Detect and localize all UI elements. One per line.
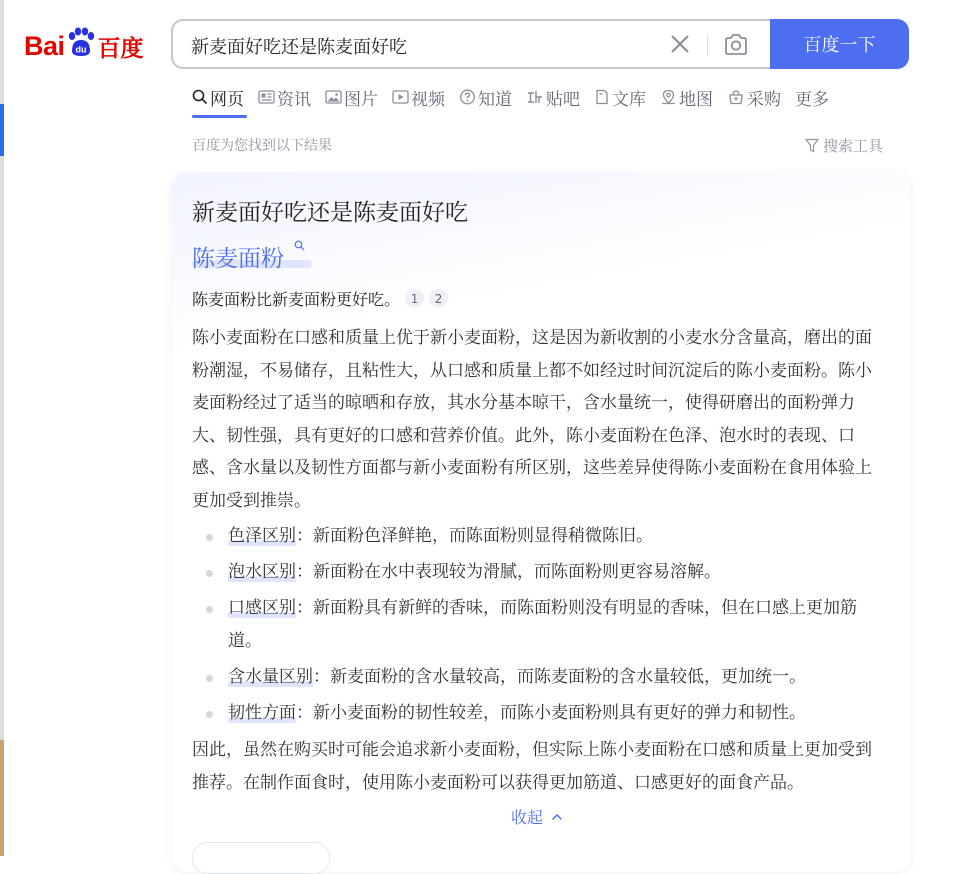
logo-paw-text: du <box>75 44 87 55</box>
image-icon <box>325 89 342 105</box>
answer-summary-text: 陈麦面粉比新麦面粉更好吃。 <box>192 290 401 309</box>
paragraph-line: 更加受到推崇。 <box>192 490 311 511</box>
paragraph-line: 麦面粉经过了适当的晾晒和存放，其水分基本晾干，含水量统一，使得研磨出的面粉弹力 <box>192 393 855 413</box>
video-icon <box>392 89 409 105</box>
tab-video[interactable] <box>392 84 445 110</box>
answer-conclusion <box>192 734 894 799</box>
bullet-dot <box>206 534 213 541</box>
paragraph-line: 感、含水量以及韧性方面都与新小麦面粉有所区别，这些差异使得陈小麦面粉在食用体验上 <box>192 458 872 478</box>
tab-tieba[interactable] <box>526 84 580 110</box>
logo-text-baidu-cn: 百度 <box>97 35 144 62</box>
list-item-text: ：新小麦面粉的韧性较差，而陈小麦面粉则具有更好的弹力和韧性。 <box>296 703 806 723</box>
bullet-dot <box>206 675 213 682</box>
search-input[interactable]: 新麦面好吃还是陈麦面好吃 <box>191 37 407 58</box>
search-divider <box>707 34 708 56</box>
paw-icon <box>66 27 96 57</box>
result-count-text: 百度为您找到以下结果 <box>192 138 332 154</box>
tab-video-label: 视频 <box>411 89 445 110</box>
tab-zhidao[interactable] <box>459 84 512 110</box>
collapse-button[interactable] <box>511 805 563 828</box>
answer-entity-link[interactable] <box>192 240 284 273</box>
answer-title: 新麦面好吃还是陈麦面好吃 <box>192 200 468 226</box>
tab-zhidao-label: 知道 <box>478 89 512 110</box>
map-pin-icon <box>660 89 677 105</box>
baidu-logo[interactable] <box>24 26 144 66</box>
tab-news[interactable] <box>258 84 311 110</box>
paragraph-line: 推荐。在制作面食时，使用陈小麦面粉可以获得更加筋道、口感更好的面食产品。 <box>192 772 804 793</box>
answer-summary <box>192 287 448 310</box>
question-icon <box>459 89 476 105</box>
citation-badge[interactable]: 1 <box>405 289 424 308</box>
clear-icon[interactable] <box>669 33 691 55</box>
list-item-term[interactable]: 韧性方面 <box>228 703 296 723</box>
list-item-term[interactable]: 含水量区别 <box>228 667 313 687</box>
search-box[interactable] <box>171 19 771 69</box>
tab-news-label: 资讯 <box>277 89 311 110</box>
search-icon <box>294 240 305 251</box>
chevron-up-icon <box>551 813 563 821</box>
search-tools-label: 搜索工具 <box>823 137 884 155</box>
tab-images-label: 图片 <box>344 89 378 110</box>
active-tab-indicator <box>192 115 247 118</box>
tab-more-label: 更多 <box>795 89 829 110</box>
tab-wenku[interactable] <box>594 84 646 110</box>
feedback-bar[interactable] <box>192 842 330 874</box>
filter-icon <box>805 138 819 153</box>
tab-images[interactable] <box>325 84 378 110</box>
citation-badge[interactable]: 2 <box>429 289 448 308</box>
search-tools-button[interactable] <box>805 135 883 156</box>
tieba-icon <box>526 89 544 105</box>
search-button[interactable]: 百度一下 <box>770 19 909 69</box>
camera-icon[interactable] <box>723 32 749 58</box>
tab-wenku-label: 文库 <box>612 89 646 110</box>
list-item-text: ：新麦面粉的含水量较高，而陈麦面粉的含水量较低，更加统一。 <box>313 667 806 687</box>
tab-web[interactable] <box>192 84 244 110</box>
list-item-text: ：新面粉具有新鲜的香味，而陈面粉则没有明显的香味，但在口感上更加筋 <box>296 598 857 618</box>
collapse-label: 收起 <box>511 808 544 827</box>
list-item-term[interactable]: 色泽区别 <box>228 526 296 546</box>
bullet-dot <box>206 711 213 718</box>
list-item-term[interactable]: 泡水区别 <box>228 562 296 582</box>
answer-entity-text: 陈麦面粉 <box>192 246 284 272</box>
list-item-text: ：新面粉色泽鲜艳，而陈面粉则显得稍微陈旧。 <box>296 526 653 546</box>
answer-paragraph <box>192 322 894 517</box>
tab-more[interactable] <box>795 84 829 110</box>
paragraph-line: 粉潮湿，不易储存，且粘性大，从口感和质量上都不如经过时间沉淀后的陈小麦面粉。陈小 <box>192 360 872 381</box>
tab-shopping-label: 采购 <box>747 89 781 110</box>
paragraph-line: 陈小麦面粉在口感和质量上优于新小麦面粉，这是因为新收割的小麦水分含量高，磨出的面 <box>192 328 872 348</box>
window-edge-accent <box>0 104 4 156</box>
tab-map-label: 地图 <box>679 89 713 110</box>
paragraph-line: 因此，虽然在购买时可能会追求新小麦面粉，但实际上陈小麦面粉在口感和质量上更加受到 <box>192 740 872 760</box>
window-edge <box>0 0 4 856</box>
search-icon <box>192 89 208 105</box>
search-bar <box>171 19 908 67</box>
list-item-text: 道。 <box>228 630 262 651</box>
tab-tieba-label: 贴吧 <box>546 89 580 110</box>
search-tabs <box>192 84 843 110</box>
window-edge-strip <box>0 740 4 856</box>
tab-map[interactable] <box>660 84 713 110</box>
list-item-text: ：新面粉在水中表现较为滑腻，而陈面粉则更容易溶解。 <box>296 562 721 582</box>
tab-web-label: 网页 <box>210 89 244 110</box>
tab-shopping[interactable] <box>727 84 781 110</box>
shopping-icon <box>727 89 745 105</box>
document-icon <box>594 89 610 105</box>
logo-text-bai: Bai <box>24 30 65 61</box>
paragraph-line: 大、韧性强，具有更好的口感和营养价值。此外，陈小麦面粉在色泽、泡水时的表现、口 <box>192 425 855 446</box>
bullet-dot <box>206 570 213 577</box>
list-item-term[interactable]: 口感区别 <box>228 598 296 618</box>
bullet-dot <box>206 606 213 613</box>
news-icon <box>258 89 275 105</box>
